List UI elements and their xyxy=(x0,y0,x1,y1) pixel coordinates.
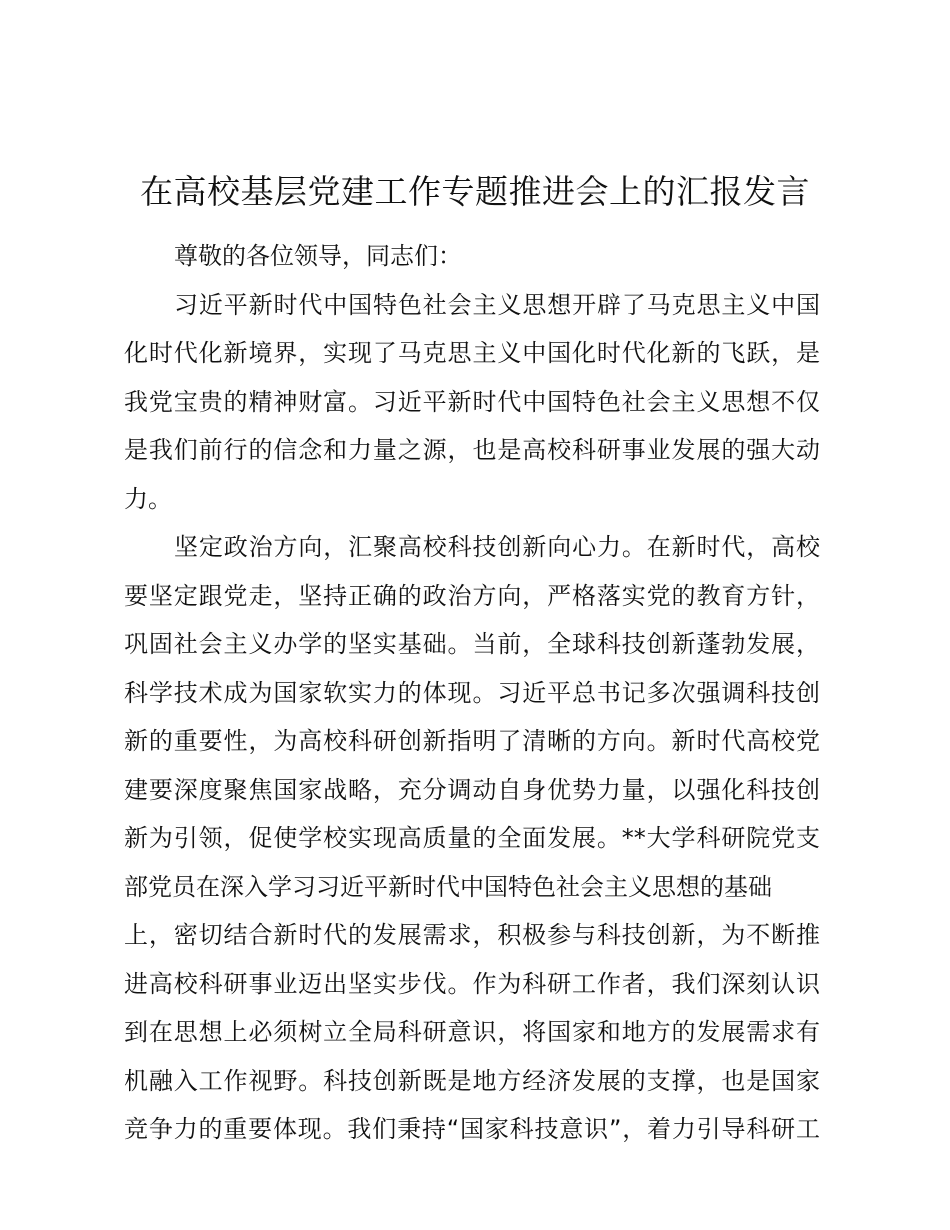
paragraph-2-line-6: 建要深度聚焦国家战略，充分调动自身优势力量，以强化科技创 xyxy=(124,775,820,804)
paragraph-1-line-4: 是我们前行的信念和力量之源，也是高校科研事业发展的强大动 xyxy=(124,436,820,464)
paragraph-2-line-13: 竞争力的重要体现。我们秉持“国家科技意识”，着力引导科研工 xyxy=(124,1115,820,1143)
paragraph-2-line-9: 上，密切结合新时代的发展需求，积极参与科技创新，为不断推 xyxy=(124,921,820,949)
paragraph-1-line-3: 我党宝贵的精神财富。习近平新时代中国特色社会主义思想不仅 xyxy=(124,387,820,416)
paragraph-2-line-7: 新为引领，促使学校实现高质量的全面发展。**大学科研院党支 xyxy=(124,824,820,852)
salutation-line: 尊敬的各位领导，同志们： xyxy=(174,242,462,270)
paragraph-2-line-5: 新的重要性，为高校科研创新指明了清晰的方向。新时代高校党 xyxy=(124,727,820,755)
paragraph-2-line-11: 到在思想上必须树立全局科研意识，将国家和地方的发展需求有 xyxy=(124,1018,820,1046)
paragraph-2-line-4: 科学技术成为国家软实力的体现。习近平总书记多次强调科技创 xyxy=(124,678,820,707)
paragraph-2-line-10: 进高校科研事业迈出坚实步伐。作为科研工作者，我们深刻认识 xyxy=(124,969,820,998)
paragraph-1-line-2: 化时代化新境界，实现了马克思主义中国化时代化新的飞跃，是 xyxy=(124,339,820,367)
document-title: 在高校基层党建工作专题推进会上的汇报发言 xyxy=(140,172,810,211)
paragraph-2-line-2: 要坚定跟党走，坚持正确的政治方向，严格落实党的教育方针， xyxy=(124,581,820,610)
paragraph-2-line-8: 部党员在深入学习习近平新时代中国特色社会主义思想的基础 xyxy=(124,872,772,901)
paragraph-2-line-1: 坚定政治方向，汇聚高校科技创新向心力。在新时代，高校 xyxy=(174,533,820,561)
paragraph-1-line-5: 力。 xyxy=(124,484,172,513)
document-body xyxy=(124,232,820,1154)
paragraph-1-line-1: 习近平新时代中国特色社会主义思想开辟了马克思主义中国 xyxy=(174,290,820,319)
paragraph-2-line-3: 巩固社会主义办学的坚实基础。当前，全球科技创新蓬勃发展， xyxy=(124,630,820,658)
paragraph-2-line-12: 机融入工作视野。科技创新既是地方经济发展的支撑，也是国家 xyxy=(124,1066,820,1095)
